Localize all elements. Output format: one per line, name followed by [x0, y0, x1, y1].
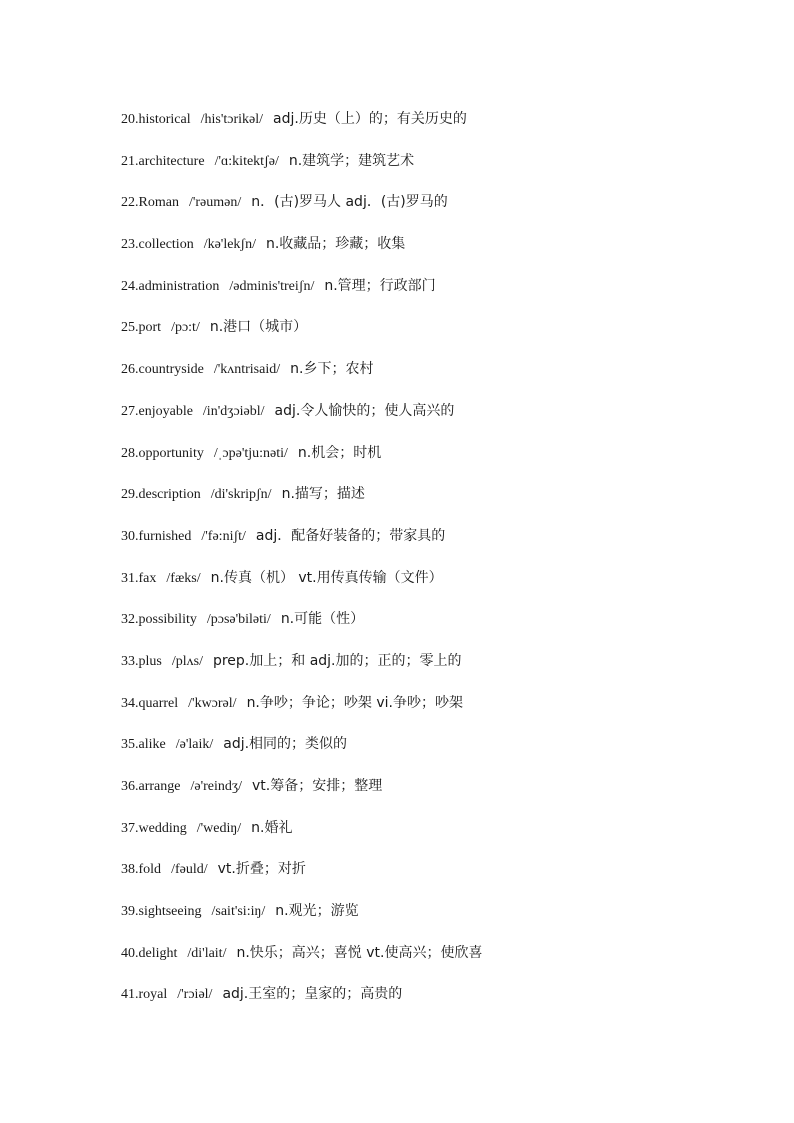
entry-meaning: adj．配备好装备的；带家具的 [255, 527, 446, 544]
vocab-entry [121, 898, 482, 940]
vocab-entry [121, 440, 482, 482]
vocab-entry [121, 773, 482, 815]
vocab-entry [121, 606, 482, 648]
entry-meaning: n.港口（城市） [209, 319, 308, 336]
vocab-entry [121, 981, 482, 1023]
entry-word: 21.architecture [121, 153, 205, 169]
entry-phonetic: /'fə:niʃt/ [201, 528, 246, 544]
entry-phonetic: /di'skripʃn/ [210, 487, 272, 503]
vocab-entry [121, 314, 482, 356]
vocab-entry [121, 940, 482, 982]
entry-meaning: n.描写；描述 [281, 486, 365, 503]
entry-word: 25.port [121, 320, 162, 336]
vocab-entry [121, 231, 482, 273]
entry-phonetic: /pɔ:t/ [171, 320, 200, 336]
vocab-entry [121, 106, 482, 148]
entry-meaning: adj.王室的；皇家的；高贵的 [222, 986, 403, 1003]
entry-meaning: n.建筑学；建筑艺术 [288, 152, 415, 169]
entry-phonetic: /'rəumən/ [188, 195, 242, 211]
entry-meaning: n．(古)罗马人 adj．(古)罗马的 [251, 194, 448, 211]
vocab-entry [121, 856, 482, 898]
entry-meaning: n.可能（性） [280, 611, 365, 628]
entry-meaning: n.传真（机） vt.用传真传输（文件） [210, 569, 443, 586]
entry-meaning: adj.令人愉快的；使人高兴的 [274, 402, 455, 419]
entry-phonetic: /ˌɔpə'tju:nəti/ [213, 445, 288, 461]
entry-meaning: vt.折叠；对折 [217, 861, 306, 878]
entry-phonetic: /kə'lekʃn/ [203, 237, 256, 253]
vocab-entry [121, 273, 482, 315]
entry-phonetic: /fəuld/ [171, 862, 208, 878]
vocab-entry [121, 731, 482, 773]
entry-phonetic: /plʌs/ [171, 653, 203, 669]
entry-word: 31.fax [121, 570, 157, 586]
entry-word: 33.plus [121, 653, 162, 669]
entry-word: 34.quarrel [121, 695, 179, 711]
vocabulary-list [121, 106, 482, 1023]
vocab-entry [121, 648, 482, 690]
vocab-entry [121, 690, 482, 732]
entry-phonetic: /his'tɔrikəl/ [200, 112, 264, 127]
vocab-entry [121, 481, 482, 523]
entry-phonetic: /'kʌntrisaid/ [213, 362, 281, 378]
entry-word: 29.description [121, 487, 201, 503]
vocab-entry [121, 523, 482, 565]
entry-meaning: n.乡下；农村 [290, 361, 374, 378]
entry-meaning: n.收藏品；珍藏；收集 [265, 236, 406, 253]
entry-phonetic: /ə'laik/ [175, 737, 214, 753]
entry-meaning: n.观光；游览 [275, 903, 359, 920]
vocab-entry [121, 148, 482, 190]
entry-word: 20.historical [121, 112, 191, 127]
entry-word: 23.collection [121, 237, 194, 253]
entry-word: 27.enjoyable [121, 403, 193, 419]
entry-phonetic: /'wediŋ/ [196, 820, 242, 836]
entry-word: 39.sightseeing [121, 904, 202, 920]
entry-meaning: n.争吵；争论；吵架 vi.争吵；吵架 [246, 694, 463, 711]
entry-meaning: n.快乐；高兴；喜悦 vt.使高兴；使欣喜 [236, 944, 483, 961]
entry-word: 40.delight [121, 945, 178, 961]
entry-meaning: adj.相同的；类似的 [223, 736, 348, 753]
entry-meaning: vt.筹备；安排；整理 [251, 778, 383, 794]
entry-word: 28.opportunity [121, 445, 204, 461]
vocab-entry [121, 189, 482, 231]
entry-meaning: n.机会；时机 [297, 444, 382, 461]
entry-word: 37.wedding [121, 820, 187, 836]
entry-meaning: adj.历史（上）的；有关历史的 [273, 111, 467, 127]
entry-meaning: n.管理；行政部门 [324, 277, 436, 294]
entry-meaning: n.婚礼 [251, 819, 293, 836]
entry-phonetic: /ədminis'treiʃn/ [229, 278, 315, 294]
entry-phonetic: /in'dʒɔiəbl/ [202, 403, 265, 419]
entry-word: 26.countryside [121, 362, 204, 378]
entry-word: 38.fold [121, 862, 162, 878]
entry-phonetic: /pɔsə'biləti/ [206, 612, 271, 628]
entry-phonetic: /di'lait/ [187, 945, 227, 961]
vocab-entry [121, 565, 482, 607]
entry-word: 36.arrange [121, 779, 181, 794]
entry-phonetic: /'kwɔrəl/ [188, 695, 237, 711]
entry-word: 22.Roman [121, 195, 179, 211]
entry-meaning: prep.加上；和 adj.加的；正的；零上的 [212, 652, 462, 669]
entry-phonetic: /'rɔiəl/ [177, 987, 213, 1003]
entry-word: 41.royal [121, 987, 168, 1003]
entry-phonetic: /ə'reindʒ/ [190, 779, 242, 794]
vocab-entry [121, 398, 482, 440]
entry-word: 24.administration [121, 278, 220, 294]
vocab-entry [121, 356, 482, 398]
entry-word: 32.possibility [121, 612, 197, 628]
entry-word: 35.alike [121, 737, 166, 753]
entry-phonetic: /fæks/ [166, 570, 201, 586]
entry-word: 30.furnished [121, 528, 192, 544]
entry-phonetic: /sait'si:iŋ/ [211, 904, 266, 920]
entry-phonetic: /'ɑ:kitektʃə/ [214, 153, 279, 169]
vocab-entry [121, 815, 482, 857]
